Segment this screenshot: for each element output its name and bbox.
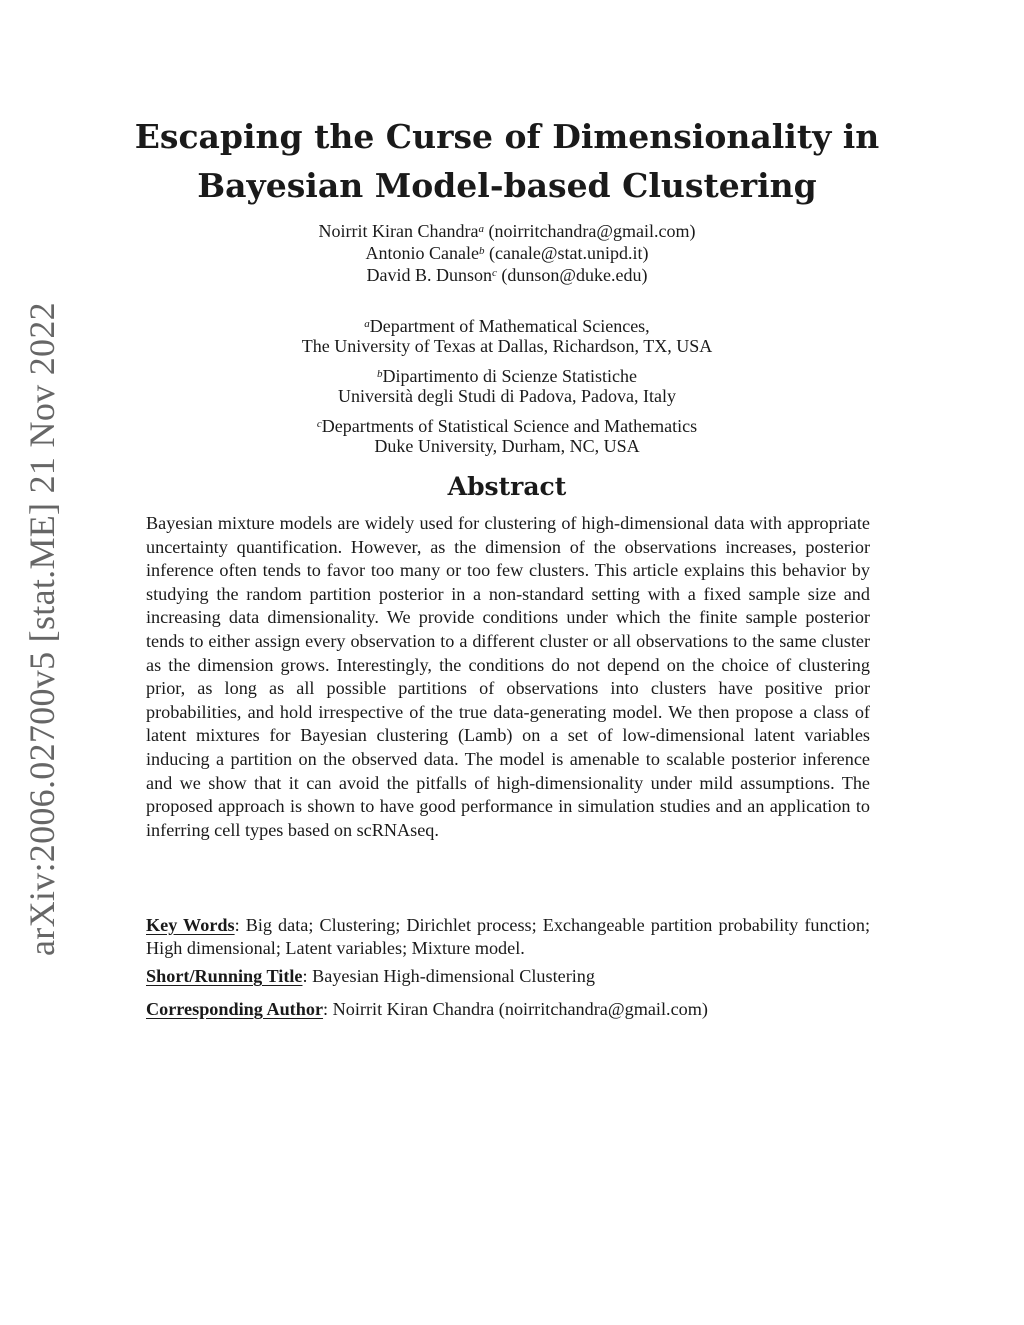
author-email: (dunson@duke.edu): [501, 265, 648, 285]
running-title-text: : Bayesian High-dimensional Clustering: [302, 966, 595, 986]
author-email: (canale@stat.unipd.it): [488, 243, 649, 263]
running-title-label: Short/Running Title: [146, 966, 303, 986]
author: Antonio Canale$^b$ (canale@stat.unipd.it): [365, 243, 649, 263]
keywords: [146, 914, 870, 960]
affiliation: $^c$Departments of Statistical Science and Mathematics Duke University, Durham, NC, USA: [316, 416, 698, 456]
arxiv-identifier: arXiv:2006.02700v5 [stat.ME] 21 Nov 2022: [22, 302, 62, 956]
abstract-body: Bayesian mixture models are widely used for clustering of high-dimensional data with appropriate uncertainty quantification. However, as the dimension of the observations increases, posterior inference often tends to favor too many or too few clusters. This article explains this behavior by studying the random partition posterior in a non-standard setting with a fixed sample size and increasing data dimensionality. We provide conditions under which the finite sample posterior tends to either assign every observation to a different cluster or all observations to the same cluster as the dimension grows. Interestingly, the conditions do not depend on the choice of clustering prior, as long as all possible partitions of observations into clusters have positive prior probabilities, and hold irrespective of the true data-generating model. We then propose a class of latent mixtures for Bayesian clustering (Lamb) on a set of low-dimensional latent variables inducing a partition on the observed data. The model is amenable to scalable posterior inference and we show that it can avoid the pitfalls of high-dimensionality under mild assumptions. The proposed approach is shown to have good performance in simulation studies and an application to inferring cell types based on scRNAseq.: [146, 513, 870, 840]
running-title: [146, 965, 870, 988]
keywords-text: : Big data; Clustering; Dirichlet process; Exchangeable partition probability function; High dimensional; Latent variables; Mixture model.: [146, 915, 870, 958]
author-email: (noirritchandra@gmail.com): [488, 221, 696, 241]
author: Noirrit Kiran Chandra$^a$ (noirritchandra@gmail.com): [318, 221, 696, 241]
author-list: [200, 220, 814, 286]
title-line-1: Escaping the Curse of Dimensionality in: [134, 117, 880, 156]
affiliation: $^b$Dipartimento di Scienze Statistiche Università degli Studi di Padova, Padova, Italy: [338, 366, 676, 406]
paper-title: [120, 112, 894, 210]
affiliation: $^a$Department of Mathematical Sciences, The University of Texas at Dallas, Richardson, TX, USA: [301, 316, 713, 356]
abstract-heading: Abstract: [447, 472, 567, 501]
title-line-2: Bayesian Model-based Clustering: [197, 166, 817, 205]
corresponding-author-text: : Noirrit Kiran Chandra (noirritchandra@gmail.com): [323, 999, 708, 1019]
corresponding-author: [146, 998, 870, 1021]
author: David B. Dunson$^c$ (dunson@duke.edu): [366, 265, 648, 285]
corresponding-author-label: Corresponding Author: [146, 999, 324, 1019]
keywords-label: Key Words: [146, 915, 235, 935]
affiliation-list: [200, 316, 814, 466]
